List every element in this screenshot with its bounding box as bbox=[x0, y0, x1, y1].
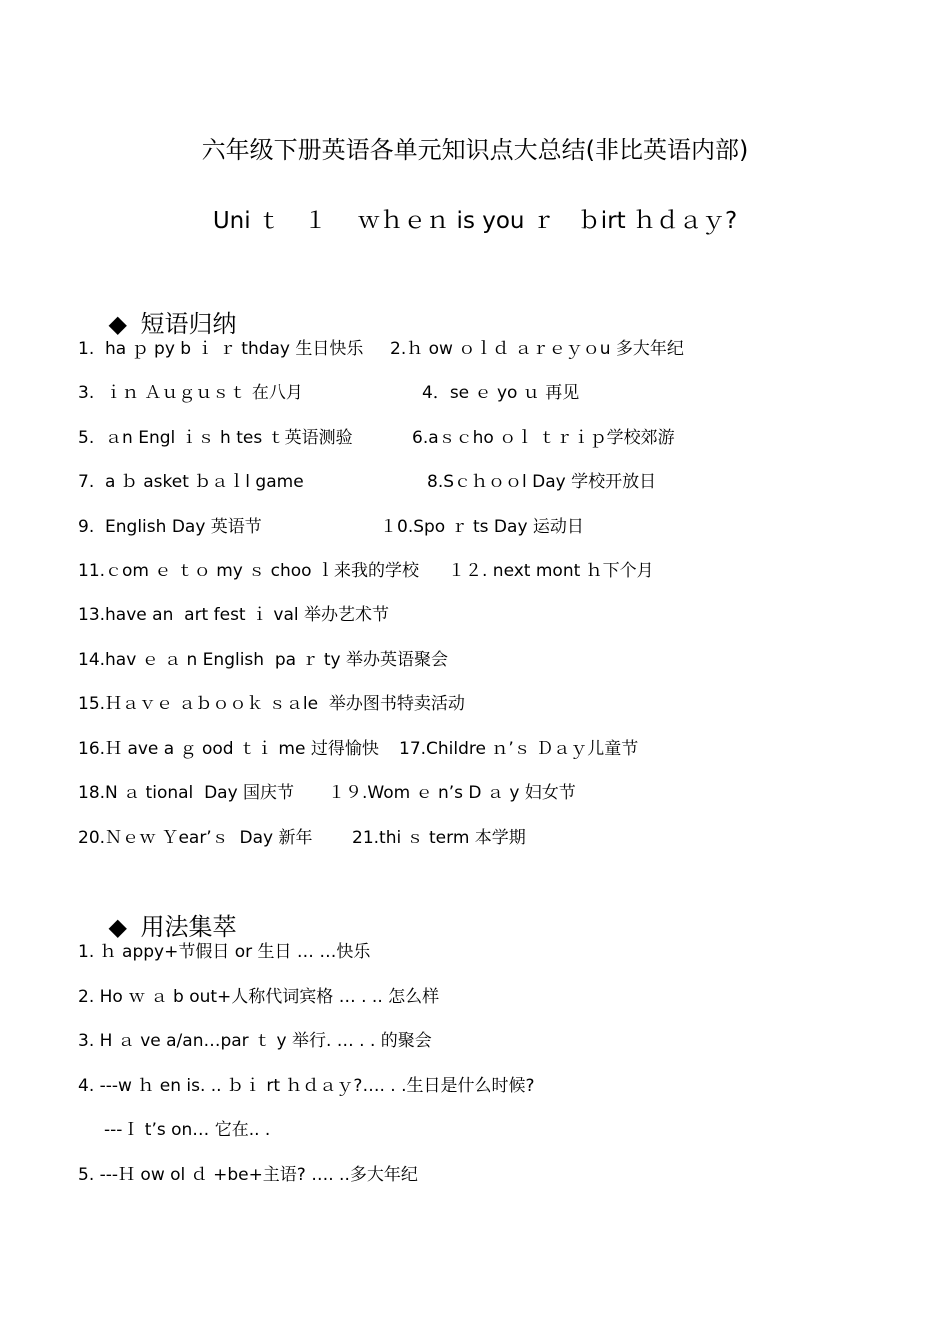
phrase-line: 20.Ｎｅｗ Ｙear’ｓ Day 新年 bbox=[78, 828, 313, 848]
phrase-line: 15.Ｈａｖｅ ａｂｏｏｋ ｓａle 举办图书特卖活动 bbox=[78, 694, 465, 714]
document-title: 六年级下册英语各单元知识点大总结(非比英语内部) bbox=[201, 136, 749, 164]
phrase-line: 21.thi ｓ term 本学期 bbox=[352, 828, 526, 848]
phrase-line: 17.Childre ｎ’ｓ Ｄａｙ儿童节 bbox=[399, 739, 639, 759]
phrase-line: 9. English Day 英语节 bbox=[78, 517, 262, 537]
phrase-line: １0.Spo ｒ ts Day 运动日 bbox=[380, 517, 584, 537]
phrase-line: 1. ha ｐ py b ｉ ｒ thday 生日快乐 bbox=[78, 339, 364, 359]
phrase-line: 16.Ｈ ave a ｇ ood ｔｉ me 过得愉快 bbox=[78, 739, 379, 759]
unit-title: Uni ｔ １ ｗｈｅｎ is you ｒ ｂirt ｈｄａｙ? bbox=[212, 208, 738, 234]
section-heading-label: 用法集萃 bbox=[140, 913, 237, 941]
phrase-line: 11.ｃom ｅ ｔｏ my ｓ choo ｌ来我的学校 bbox=[78, 561, 419, 581]
phrase-line: 13.have an art fest ｉ val 举办艺术节 bbox=[78, 605, 390, 625]
phrase-line: 5. ａn Engl ｉｓ h tes ｔ英语测验 bbox=[78, 428, 353, 448]
phrase-line: 7. a ｂ asket ｂａｌl game bbox=[78, 472, 304, 492]
phrase-line: 3. ｉｎ Ａｕｇｕｓｔ 在八月 bbox=[78, 383, 303, 403]
usage-line: 1. ｈ appy+节假日 or 生日 … …快乐 bbox=[78, 942, 371, 962]
diamond-bullet-icon: ◆ bbox=[108, 913, 127, 941]
phrase-line: １２. next mont ｈ下个月 bbox=[448, 561, 654, 581]
phrase-line: １９.Wom ｅ n’s D ａ y 妇女节 bbox=[328, 783, 576, 803]
phrase-line: 2.ｈ ow ｏｌｄ ａｒｅｙｏu 多大年纪 bbox=[390, 339, 684, 359]
section-heading-label: 短语归纳 bbox=[140, 310, 237, 338]
usage-line: 4. ---w ｈ en is. .. ｂｉ rt ｈｄａｙ?…. . .生日是什么时候? bbox=[78, 1076, 535, 1096]
usage-line: 2. Ho ｗ ａ b out+人称代词宾格 … . .. 怎么样 bbox=[78, 987, 440, 1007]
usage-line: 5. ---Ｈ ow ol ｄ +be+主语? …. ..多大年纪 bbox=[78, 1165, 418, 1185]
phrase-line: 4．se ｅ yo ｕ 再见 bbox=[422, 383, 580, 403]
usage-line: 3. H ａ ve a/an…par ｔ y 举行. … . . 的聚会 bbox=[78, 1031, 432, 1051]
phrase-line: 8.Sｃｈｏｏl Day 学校开放日 bbox=[427, 472, 657, 492]
phrase-line: 14.hav ｅ ａ n English pa ｒ ty 举办英语聚会 bbox=[78, 650, 449, 670]
phrase-line: 6.aｓｃho ｏｌ ｔｒｉｐ学校郊游 bbox=[412, 428, 675, 448]
phrase-line: 18.N ａ tional Day 国庆节 bbox=[78, 783, 295, 803]
usage-line: ---Ｉ t’s on… 它在.. . bbox=[104, 1120, 271, 1140]
diamond-bullet-icon: ◆ bbox=[108, 310, 127, 338]
